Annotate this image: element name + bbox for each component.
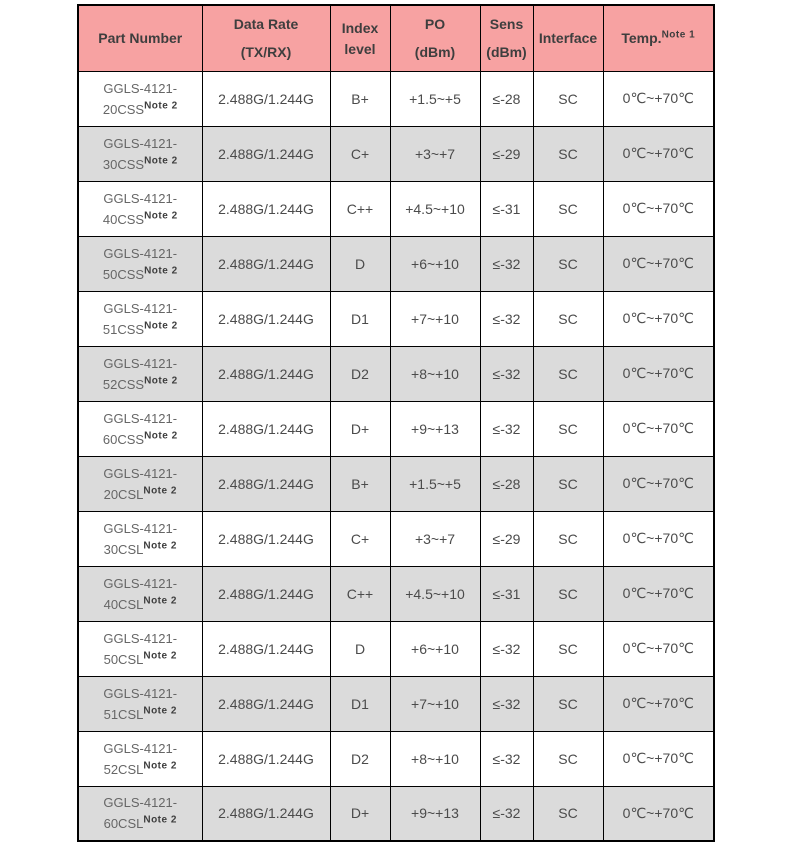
cell-sens: ≤-32: [480, 786, 533, 841]
note-2-superscript: Note 2: [143, 485, 177, 497]
cell-interface: SC: [533, 181, 603, 236]
cell-index-level: D1: [330, 291, 390, 346]
cell-temp: 0℃~+70℃: [603, 621, 714, 676]
cell-sens: ≤-31: [480, 566, 533, 621]
table-row: [78, 126, 714, 181]
part-number-line2: 20CSL: [103, 486, 144, 502]
cell-sens: ≤-32: [480, 731, 533, 786]
cell-temp: 0℃~+70℃: [603, 291, 714, 346]
part-number-line1: GGLS-4121-: [103, 300, 178, 316]
cell-temp: 0℃~+70℃: [603, 126, 714, 181]
part-number-line2: 51CSL: [103, 706, 144, 722]
cell-interface: SC: [533, 511, 603, 566]
table-row: [78, 401, 714, 456]
cell-index-level: C+: [330, 126, 390, 181]
cell-temp: 0℃~+70℃: [603, 71, 714, 126]
cell-sens: ≤-32: [480, 676, 533, 731]
cell-interface: SC: [533, 621, 603, 676]
cell-temp: 0℃~+70℃: [603, 511, 714, 566]
cell-sens: ≤-28: [480, 71, 533, 126]
note-2-superscript: Note 2: [143, 760, 177, 772]
table-row: [78, 511, 714, 566]
cell-po: +4.5~+10: [390, 566, 480, 621]
part-number-line1: GGLS-4121-: [103, 575, 178, 591]
header-label: PO: [424, 16, 446, 33]
part-number-line1: GGLS-4121-: [103, 685, 178, 701]
header-label: Sens: [489, 16, 524, 33]
table-row: [78, 71, 714, 126]
cell-temp: 0℃~+70℃: [603, 401, 714, 456]
note-2-superscript: Note 2: [143, 814, 177, 826]
cell-part-number: [78, 236, 202, 291]
cell-part-number: [78, 621, 202, 676]
note-2-superscript: Note 2: [144, 430, 178, 442]
cell-part-number: [78, 511, 202, 566]
header-row: [78, 5, 714, 71]
cell-po: +3~+7: [390, 511, 480, 566]
part-number-line2: 20CSS: [102, 101, 145, 117]
cell-part-number: [78, 566, 202, 621]
part-number-line1: GGLS-4121-: [103, 630, 178, 646]
cell-data-rate: 2.488G/1.244G: [202, 621, 330, 676]
cell-data-rate: 2.488G/1.244G: [202, 786, 330, 841]
cell-po: +8~+10: [390, 346, 480, 401]
cell-interface: SC: [533, 731, 603, 786]
cell-part-number: [78, 126, 202, 181]
cell-index-level: C+: [330, 511, 390, 566]
cell-po: +1.5~+5: [390, 71, 480, 126]
cell-sens: ≤-32: [480, 291, 533, 346]
cell-temp: 0℃~+70℃: [603, 181, 714, 236]
cell-temp: 0℃~+70℃: [603, 786, 714, 841]
part-number-line2: 52CSL: [103, 761, 144, 777]
cell-po: +4.5~+10: [390, 181, 480, 236]
cell-interface: SC: [533, 291, 603, 346]
part-number-line1: GGLS-4121-: [103, 135, 178, 151]
part-number-line1: GGLS-4121-: [103, 795, 178, 811]
cell-data-rate: 2.488G/1.244G: [202, 511, 330, 566]
cell-part-number: [78, 291, 202, 346]
part-number-line2: 50CSS: [102, 266, 145, 282]
part-number-line2: 40CSL: [103, 596, 144, 612]
part-number-line2: 51CSS: [102, 321, 145, 337]
table-row: [78, 291, 714, 346]
table-row: [78, 566, 714, 621]
cell-interface: SC: [533, 566, 603, 621]
cell-data-rate: 2.488G/1.244G: [202, 676, 330, 731]
cell-po: +3~+7: [390, 126, 480, 181]
cell-sens: ≤-32: [480, 401, 533, 456]
spec-table-container: [77, 4, 715, 842]
cell-interface: SC: [533, 456, 603, 511]
cell-sens: ≤-32: [480, 346, 533, 401]
cell-part-number: [78, 401, 202, 456]
cell-data-rate: 2.488G/1.244G: [202, 181, 330, 236]
cell-data-rate: 2.488G/1.244G: [202, 291, 330, 346]
cell-po: +6~+10: [390, 236, 480, 291]
table-row: [78, 236, 714, 291]
table-row: [78, 621, 714, 676]
table-row: [78, 346, 714, 401]
cell-po: +9~+13: [390, 786, 480, 841]
cell-temp: 0℃~+70℃: [603, 456, 714, 511]
cell-sens: ≤-31: [480, 181, 533, 236]
note-2-superscript: Note 2: [143, 705, 177, 717]
cell-index-level: B+: [330, 456, 390, 511]
header-label: Part Number: [98, 30, 183, 47]
col-header-data-rate: [202, 5, 330, 71]
cell-part-number: [78, 731, 202, 786]
cell-index-level: D2: [330, 731, 390, 786]
note-2-superscript: Note 2: [143, 650, 177, 662]
part-number-line2: 60CSS: [102, 431, 145, 447]
cell-data-rate: 2.488G/1.244G: [202, 126, 330, 181]
note-2-superscript: Note 2: [143, 595, 177, 607]
header-label: Index: [341, 19, 379, 36]
table-row: [78, 731, 714, 786]
col-header-po: [390, 5, 480, 71]
part-number-line2: 50CSL: [103, 651, 144, 667]
part-number-line1: GGLS-4121-: [103, 190, 178, 206]
cell-part-number: [78, 786, 202, 841]
cell-temp: 0℃~+70℃: [603, 676, 714, 731]
cell-index-level: D+: [330, 401, 390, 456]
cell-index-level: B+: [330, 71, 390, 126]
cell-index-level: D1: [330, 676, 390, 731]
cell-part-number: [78, 456, 202, 511]
part-number-line1: GGLS-4121-: [103, 465, 178, 481]
header-label: Data Rate: [233, 16, 299, 33]
part-number-line1: GGLS-4121-: [103, 355, 178, 371]
cell-part-number: [78, 181, 202, 236]
cell-sens: ≤-32: [480, 236, 533, 291]
cell-temp: 0℃~+70℃: [603, 731, 714, 786]
cell-po: +6~+10: [390, 621, 480, 676]
col-header-temp: [603, 5, 714, 71]
cell-po: +8~+10: [390, 731, 480, 786]
col-header-index-level: [330, 5, 390, 71]
cell-interface: SC: [533, 401, 603, 456]
cell-data-rate: 2.488G/1.244G: [202, 346, 330, 401]
cell-data-rate: 2.488G/1.244G: [202, 71, 330, 126]
part-number-line1: GGLS-4121-: [103, 80, 178, 96]
col-header-sens: [480, 5, 533, 71]
cell-sens: ≤-32: [480, 621, 533, 676]
part-number-line2: 52CSS: [102, 376, 145, 392]
note-2-superscript: Note 2: [144, 155, 178, 167]
part-number-line1: GGLS-4121-: [103, 520, 178, 536]
part-number-line1: GGLS-4121-: [103, 740, 178, 756]
cell-data-rate: 2.488G/1.244G: [202, 236, 330, 291]
cell-temp: 0℃~+70℃: [603, 566, 714, 621]
cell-temp: 0℃~+70℃: [603, 236, 714, 291]
cell-part-number: [78, 71, 202, 126]
cell-part-number: [78, 676, 202, 731]
note-2-superscript: Note 2: [144, 375, 178, 387]
table-row: [78, 181, 714, 236]
header-sublabel: (TX/RX): [240, 44, 292, 61]
note-2-superscript: Note 2: [144, 320, 178, 332]
cell-index-level: D: [330, 621, 390, 676]
cell-interface: SC: [533, 786, 603, 841]
note-1-superscript: Note 1: [661, 29, 696, 41]
cell-part-number: [78, 346, 202, 401]
table-row: [78, 786, 714, 841]
cell-data-rate: 2.488G/1.244G: [202, 566, 330, 621]
cell-interface: SC: [533, 126, 603, 181]
note-2-superscript: Note 2: [144, 265, 178, 277]
cell-temp: 0℃~+70℃: [603, 346, 714, 401]
note-2-superscript: Note 2: [144, 210, 178, 222]
cell-po: +7~+10: [390, 676, 480, 731]
col-header-part-number: [78, 5, 202, 71]
table-row: [78, 676, 714, 731]
part-number-line2: 60CSL: [103, 816, 144, 832]
header-sublabel: (dBm): [486, 44, 527, 61]
cell-sens: ≤-29: [480, 126, 533, 181]
cell-po: +9~+13: [390, 401, 480, 456]
cell-sens: ≤-28: [480, 456, 533, 511]
cell-index-level: D: [330, 236, 390, 291]
part-number-line2: 30CSS: [102, 156, 145, 172]
header-sublabel: level: [344, 40, 376, 57]
note-2-superscript: Note 2: [144, 100, 178, 112]
part-number-line2: 40CSS: [102, 211, 145, 227]
cell-index-level: C++: [330, 181, 390, 236]
note-2-superscript: Note 2: [143, 540, 177, 552]
part-number-line2: 30CSL: [103, 541, 144, 557]
header-label: Interface: [538, 30, 598, 47]
cell-interface: SC: [533, 71, 603, 126]
col-header-interface: [533, 5, 603, 71]
cell-data-rate: 2.488G/1.244G: [202, 731, 330, 786]
table-row: [78, 456, 714, 511]
cell-index-level: D+: [330, 786, 390, 841]
cell-data-rate: 2.488G/1.244G: [202, 456, 330, 511]
cell-index-level: D2: [330, 346, 390, 401]
header-label: Temp.: [621, 30, 662, 47]
cell-interface: SC: [533, 236, 603, 291]
cell-po: +1.5~+5: [390, 456, 480, 511]
cell-sens: ≤-29: [480, 511, 533, 566]
header-sublabel: (dBm): [414, 44, 456, 61]
cell-po: +7~+10: [390, 291, 480, 346]
cell-index-level: C++: [330, 566, 390, 621]
spec-table: [77, 4, 715, 842]
cell-interface: SC: [533, 676, 603, 731]
cell-interface: SC: [533, 346, 603, 401]
part-number-line1: GGLS-4121-: [103, 245, 178, 261]
cell-data-rate: 2.488G/1.244G: [202, 401, 330, 456]
part-number-line1: GGLS-4121-: [103, 410, 178, 426]
